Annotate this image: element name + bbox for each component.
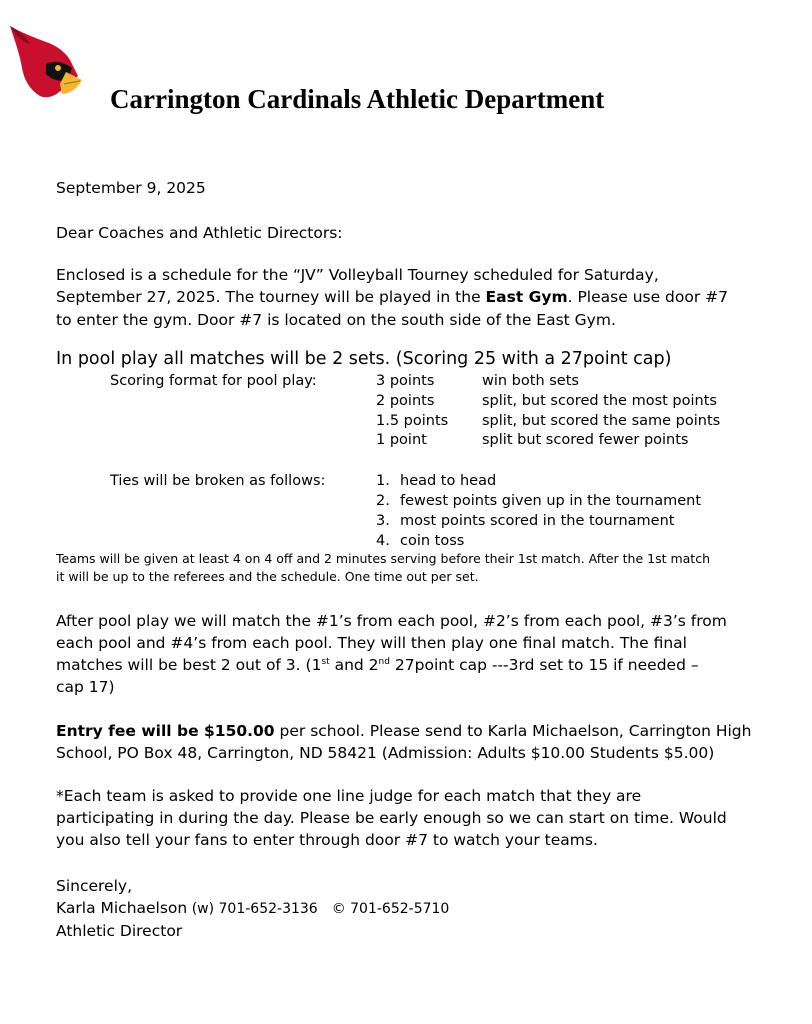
signer-work-phone: (w) 701-652-3136 [187,901,318,917]
warmup-line-2: it will be up to the referees and the schedule. One time out per set. [56,569,479,584]
tie-text: fewest points given up in the tournament [400,493,702,509]
scoring-desc: split but scored fewer points [482,432,689,448]
intro-line-2 [56,287,728,308]
warmup-line-1: Teams will be given at least 4 on 4 off and 2 minutes serving before their 1st match. After the 1st match [56,551,711,566]
after-line-3c: 27point cap ---3rd set to 15 if needed – [389,656,699,674]
intro-line-2c: . Please use door #7 [567,288,729,306]
after-line-3a: matches will be best 2 out of 3. (1 [56,656,322,674]
cardinal-eye [55,65,61,71]
scoring-points: 1.5 points [376,413,449,429]
after-line-3b: and 2 [329,656,379,674]
ties-label: Ties will be broken as follows: [110,473,326,489]
tie-text: coin toss [400,533,465,549]
tie-num: 4. [376,533,390,549]
signer-name: Karla Michaelson [56,899,188,917]
cardinal-logo-icon [6,24,84,104]
after-line-2: each pool and #4’s from each pool. They will then play one final match. The final [56,634,687,652]
pool-heading: In pool play all matches will be 2 sets. (Scoring 25 with a 27point cap) [56,349,672,369]
signer-line [56,898,449,920]
after-line-1: After pool play we will match the #1’s from each pool, #2’s from each pool, #3’s from [56,612,727,630]
letter-date: September 9, 2025 [56,179,206,197]
scoring-points: 1 point [376,432,427,448]
intro-line-3: to enter the gym. Door #7 is located on the south side of the East Gym. [56,311,616,329]
tie-num: 1. [376,473,390,489]
superscript-st: st [321,656,330,667]
judge-line-1: *Each team is asked to provide one line judge for each match that they are [56,787,642,805]
tie-num: 3. [376,513,390,529]
fee-line-1-rest: per school. Please send to Karla Michaelson, Carrington High [274,722,752,740]
judge-line-2: participating in during the day. Please be early enough so we can start on time. Would [56,809,727,827]
scoring-desc: split, but scored the most points [482,393,717,409]
scoring-points: 3 points [376,373,435,389]
scoring-desc: split, but scored the same points [482,413,721,429]
superscript-nd: nd [378,656,390,667]
scoring-desc: win both sets [482,373,579,389]
after-line-3 [56,655,699,676]
intro-line-1: Enclosed is a schedule for the “JV” Volleyball Tourney scheduled for Saturday, [56,266,659,284]
page-title: Carrington Cardinals Athletic Department [110,84,605,114]
signer-cell-phone: © 701-652-5710 [331,901,450,917]
fee-line-2: School, PO Box 48, Carrington, ND 58421 (Admission: Adults $10.00 Students $5.00) [56,744,715,762]
after-line-4: cap 17) [56,678,115,696]
fee-line-1 [56,721,751,742]
east-gym-bold: East Gym [485,288,568,306]
signer-title: Athletic Director [56,922,183,940]
closing: Sincerely, [56,877,133,895]
scoring-points: 2 points [376,393,435,409]
tie-text: most points scored in the tournament [400,513,675,529]
judge-line-3: you also tell your fans to enter through door #7 to watch your teams. [56,831,598,849]
scoring-label: Scoring format for pool play: [110,373,317,389]
intro-line-2a: September 27, 2025. The tourney will be played in the [56,288,486,306]
tie-num: 2. [376,493,390,509]
entry-fee-bold: Entry fee will be $150.00 [56,722,275,740]
salutation: Dear Coaches and Athletic Directors: [56,224,343,242]
tie-text: head to head [400,473,497,489]
